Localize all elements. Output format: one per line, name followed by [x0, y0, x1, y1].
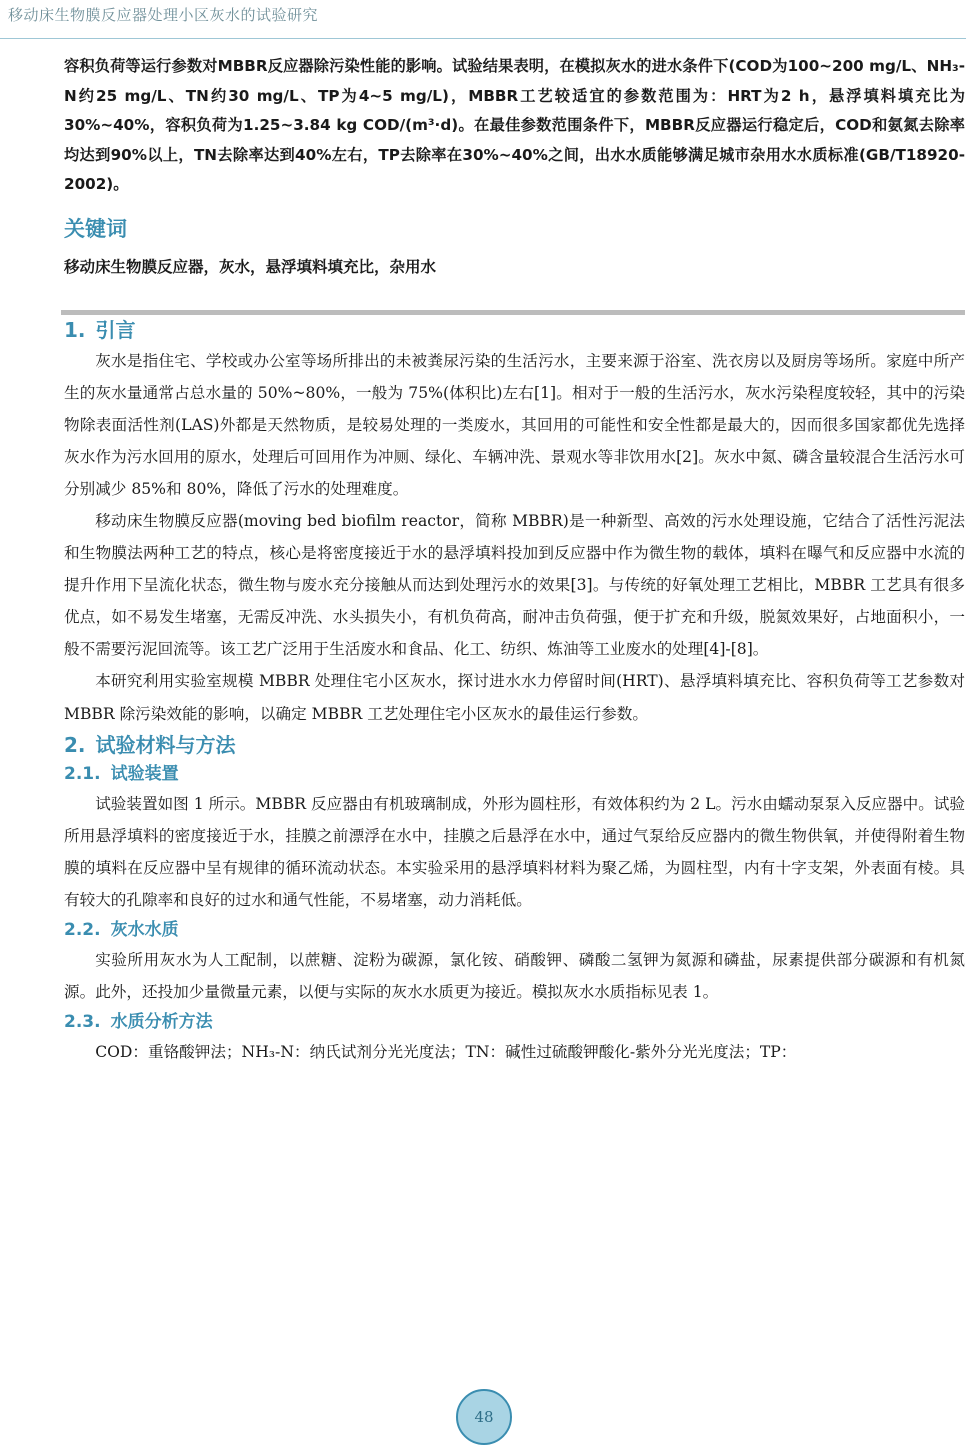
section-heading-methods [64, 730, 965, 760]
apparatus-paragraph: 试验装置如图 1 所示。MBBR 反应器由有机玻璃制成，外形为圆柱形，有效体积约为 2 L。污水由蠕动泵泵入反应器中。试验所用悬浮填料的密度接近于水，挂膜之前漂浮在水中，挂膜之后悬浮在水中，通过气泵给反应器内的微生物供氧，并使得附着生物膜的填料在反应器中呈有规律的循环流动状态。本实验采用的悬浮填料材料为聚乙烯，为圆柱型，内有十字支架，外表面有棱。具有较大的孔隙率和良好的过水和通气性能，不易堵塞，动力消耗低。 [64, 794, 965, 909]
section-number: 2. [64, 732, 86, 757]
subsection-number: 2.1. [64, 763, 101, 784]
section-heading-intro [64, 315, 965, 345]
keywords-text: 移动床生物膜反应器，灰水，悬浮填料填充比，杂用水 [64, 257, 437, 276]
abstract-text: 容积负荷等运行参数对MBBR反应器除污染性能的影响。试验结果表明，在模拟灰水的进水条件下(COD为100~200 mg/L、NH₃-N约25 mg/L、TN约30 mg/L、TP为4~5 mg/L)，MBBR工艺较适宜的参数范围为：HRT为2 h，悬浮填料填充比为30%~40%，容积负荷为1.25~3.84 kg COD/(m³·d)。在最佳参数范围条件下，MBBR反应器运行稳定后，COD和氨氮去除率均达到90%以上，TN去除率达到40%左右，TP去除率在30%~40%之间，出水水质能够满足城市杂用水水质标准(GB/T18920-2002)。 [64, 57, 965, 193]
keywords-heading: 关键词 [64, 216, 127, 241]
intro-paragraph-2: 移动床生物膜反应器(moving bed biofilm reactor，简称 MBBR)是一种新型、高效的污水处理设施，它结合了活性污泥法和生物膜法两种工艺的特点，核心是将密度接近于水的悬浮填料投加到反应器中作为微生物的载体，填料在曝气和反应器中水流的提升作用下呈流化状态，微生物与废水充分接触从而达到处理污水的效果[3]。与传统的好氧处理工艺相比，MBBR 工艺具有很多优点，如不易发生堵塞，无需反冲洗、水头损失小，有机负荷高，耐冲击负荷强，便于扩充和升级，脱氮效果好，占地面积小，一般不需要污泥回流等。该工艺广泛用于生活废水和食品、化工、纺织、炼油等工业废水的处理[4]-[8]。 [64, 511, 965, 659]
subsection-title: 水质分析方法 [110, 1012, 213, 1033]
article-body [64, 52, 965, 1068]
running-header [0, 0, 966, 39]
subsection-heading-greywater-quality [64, 916, 965, 944]
subsection-heading-apparatus [64, 760, 965, 788]
analysis-methods-paragraph: COD：重铬酸钾法；NH₃-N：纳氏试剂分光光度法；TN：碱性过硫酸钾酸化-紫外分光光度法；TP： [95, 1043, 797, 1062]
section-title: 试验材料与方法 [95, 732, 236, 757]
subsection-heading-analysis-methods [64, 1008, 965, 1036]
subsection-title: 灰水水质 [110, 920, 179, 940]
running-title: 移动床生物膜反应器处理小区灰水的试验研究 [8, 6, 319, 24]
section-number: 1. [64, 317, 86, 342]
page-number-badge [456, 1389, 512, 1445]
section-title: 引言 [95, 317, 136, 342]
greywater-quality-paragraph: 实验所用灰水为人工配制，以蔗糖、淀粉为碳源，氯化铵、硝酸钾、磷酸二氢钾为氮源和磷盐，尿素提供部分碳源和有机氮源。此外，还投加少量微量元素，以便与实际的灰水水质更为接近。模拟灰水水质指标见表 1。 [64, 951, 965, 1002]
subsection-number: 2.3. [64, 1012, 101, 1033]
page-number: 48 [474, 1408, 494, 1426]
intro-paragraph-1: 灰水是指住宅、学校或办公室等场所排出的未被粪尿污染的生活污水，主要来源于浴室、洗衣房以及厨房等场所。家庭中所产生的灰水量通常占总水量的 50%~80%，一般为 75%(体积比)左右[1]。相对于一般的生活污水，灰水污染程度较轻，其中的污染物除表面活性剂(LAS)外都是天然物质，是较易处理的一类废水，其回用的可能性和安全性都是最大的，因而很多国家都优先选择灰水作为污水回用的原水，处理后可回用作为冲厕、绿化、车辆冲洗、景观水等非饮用水[2]。灰水中氮、磷含量较混合生活污水可分别减少 85%和 80%，降低了污水的处理难度。 [64, 351, 965, 498]
subsection-number: 2.2. [64, 920, 101, 940]
subsection-title: 试验装置 [110, 763, 179, 784]
intro-paragraph-3: 本研究利用实验室规模 MBBR 处理住宅小区灰水，探讨进水水力停留时间(HRT)、悬浮填料填充比、容积负荷等工艺参数对 MBBR 除污染效能的影响，以确定 MBBR 工艺处理住宅小区灰水的最佳运行参数。 [64, 672, 965, 723]
